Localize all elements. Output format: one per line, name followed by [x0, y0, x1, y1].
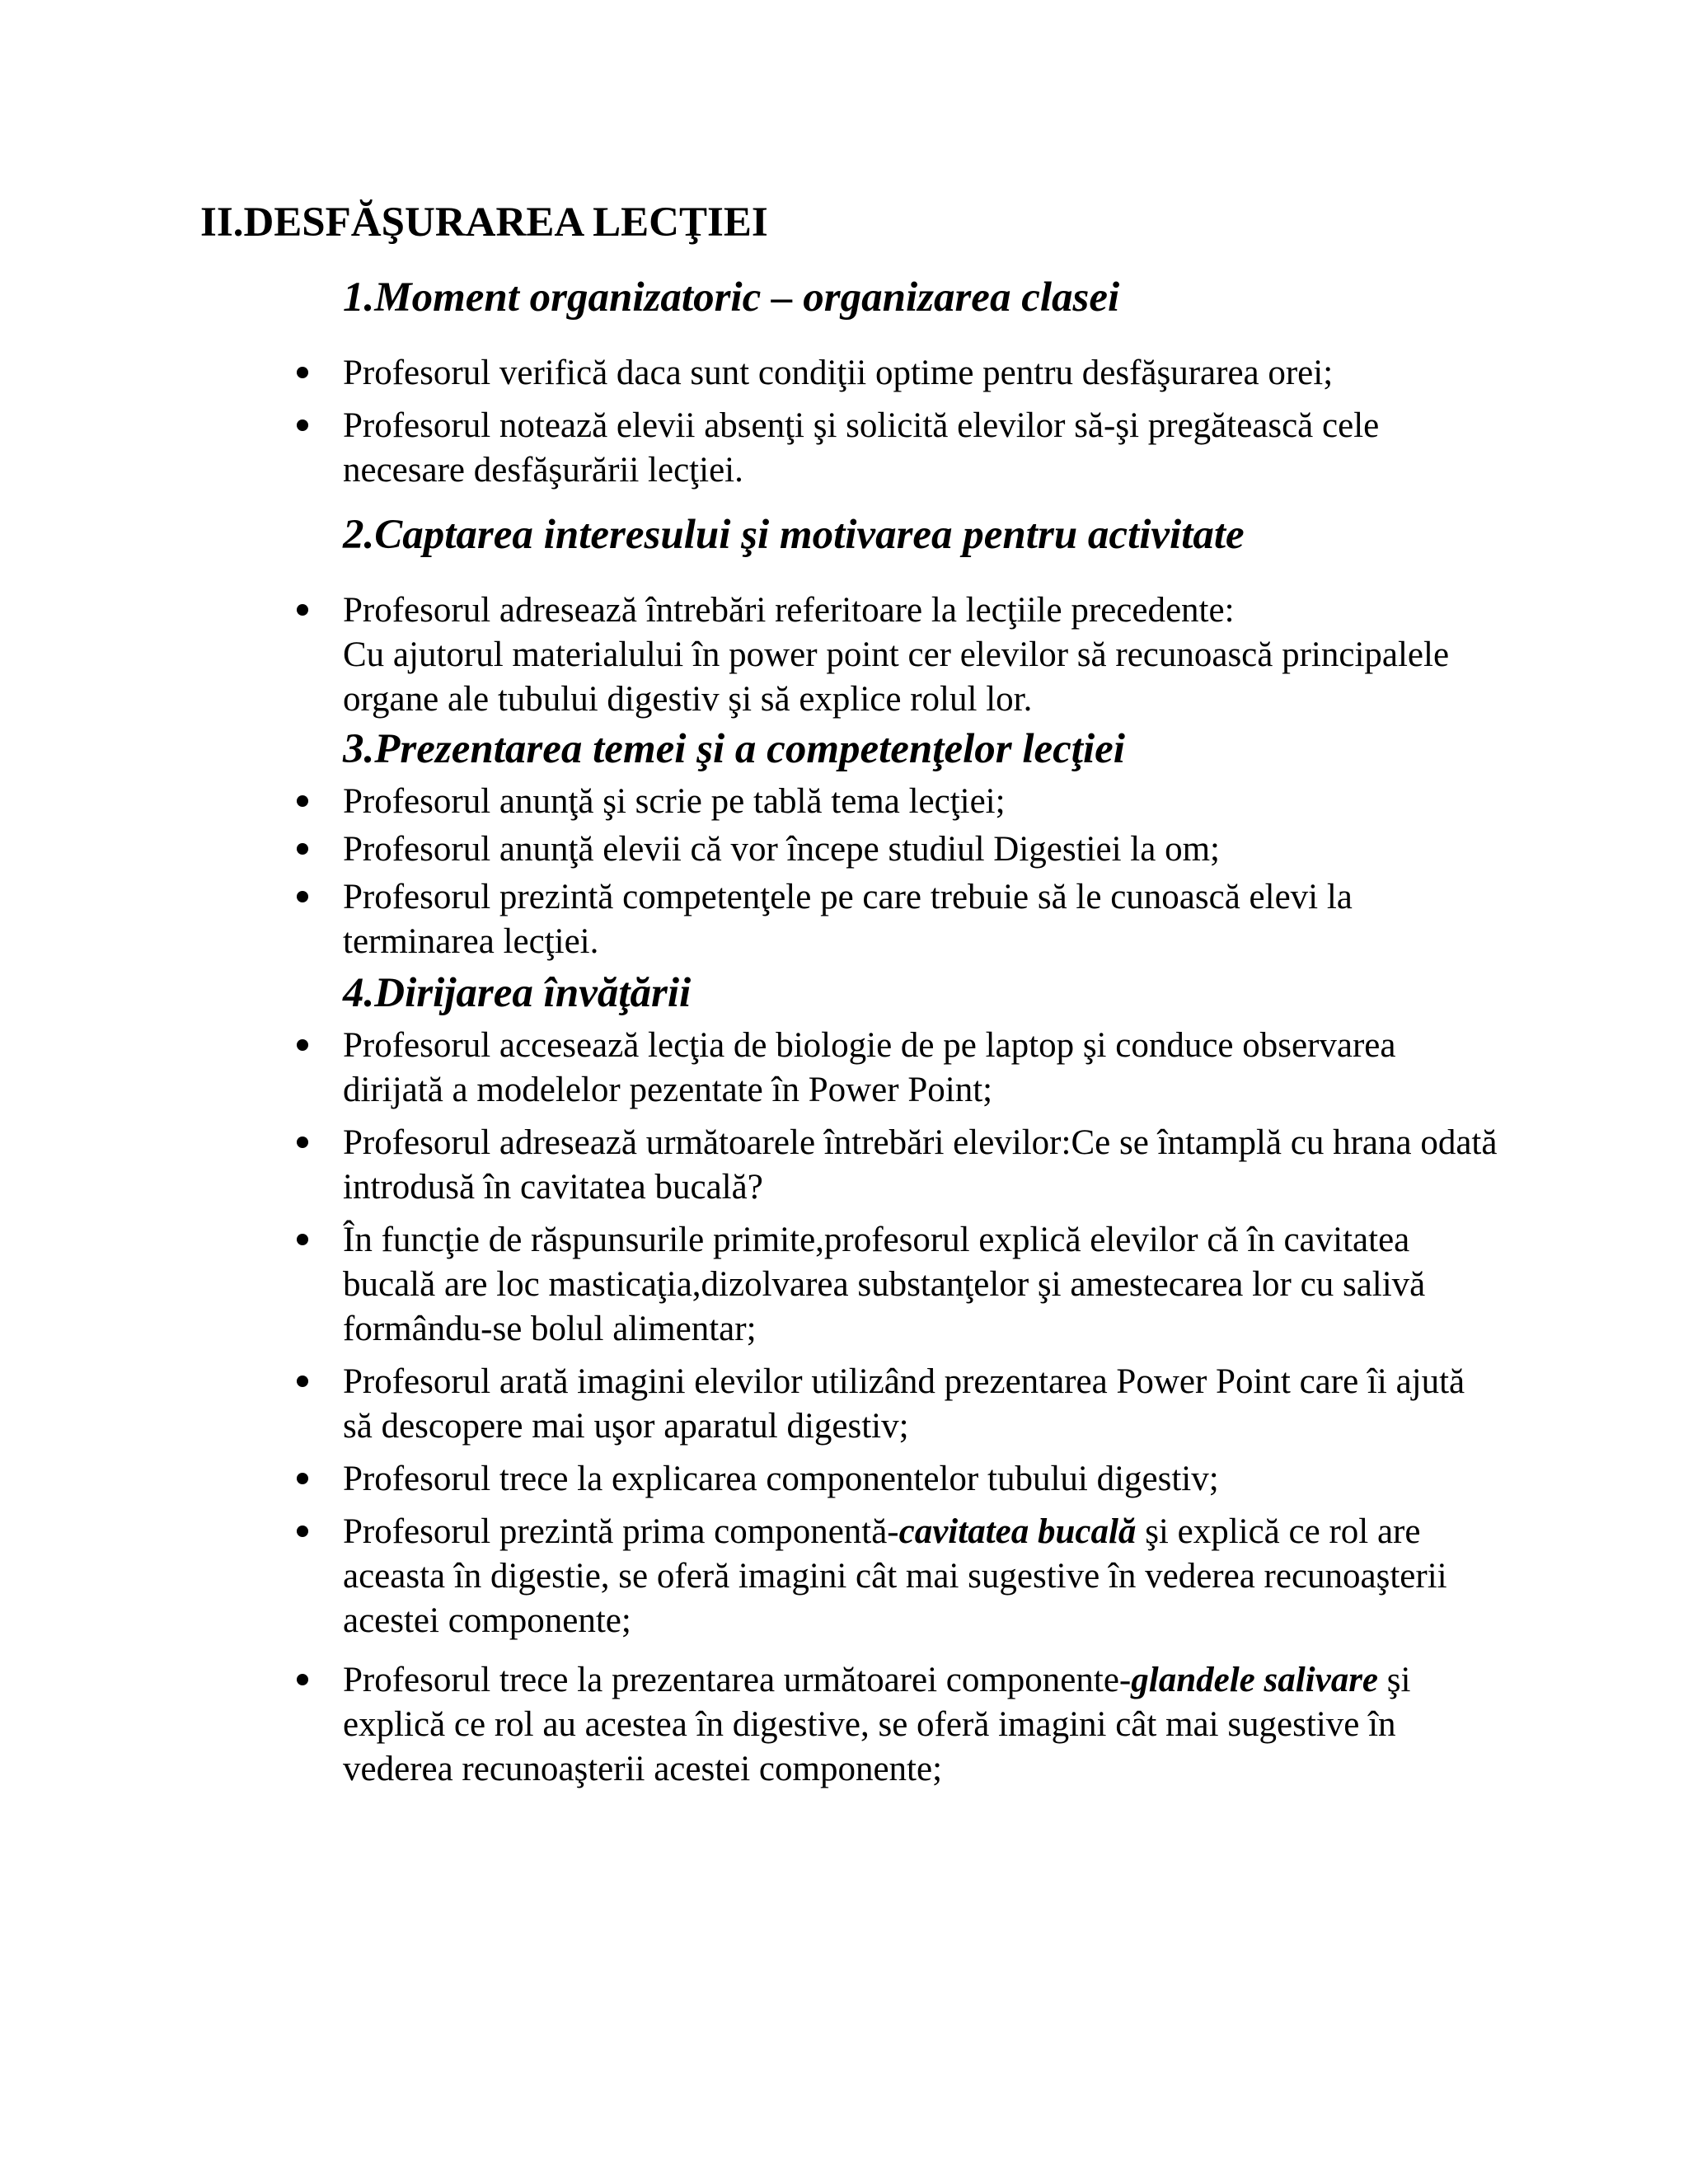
- list-item: [297, 1360, 1500, 1449]
- bullet-icon: [297, 1137, 308, 1148]
- list-item-text: şi explică ce rol au acestea în digestive, se oferă imagini cât mai sugestive în vederea recunoaşterii acestei componente;: [343, 1661, 1411, 1788]
- list-item: [297, 588, 1500, 722]
- document-body: [297, 272, 1500, 1800]
- list-item-text: Profesorul accesează lecţia de biologie de pe laptop şi conduce observarea dirijată a modelelor pezentate în Power Point;: [343, 1026, 1396, 1109]
- bullet-icon: [297, 891, 308, 902]
- bullet-icon: [297, 1473, 308, 1484]
- list-item: [297, 1024, 1500, 1113]
- list-item: [297, 1457, 1500, 1502]
- list-item: [297, 1510, 1500, 1643]
- list-item: [297, 1658, 1500, 1792]
- list-item-text: Profesorul adresează următoarele întrebări elevilor:Ce se întamplă cu hrana odată introdusă în cavitatea bucală?: [343, 1123, 1498, 1207]
- list-item: [297, 351, 1500, 396]
- list-item-text: Profesorul trece la explicarea componentelor tubului digestiv;: [343, 1460, 1219, 1498]
- bullet-list: [297, 780, 1500, 964]
- bullet-icon: [297, 1674, 308, 1685]
- list-item: [297, 875, 1500, 964]
- list-item-text: Profesorul verifică daca sunt condiţii optime pentru desfăşurarea orei;: [343, 354, 1334, 392]
- document-title: II.DESFĂŞURAREA LECŢIEI: [200, 199, 768, 246]
- list-item: [297, 780, 1500, 824]
- list-item: [297, 827, 1500, 872]
- section-heading: 3.Prezentarea temei şi a competenţelor lecţiei: [343, 726, 1125, 772]
- section-heading: 2.Captarea interesului şi motivarea pentru activitate: [343, 512, 1245, 558]
- bullet-icon: [297, 367, 308, 378]
- list-item: [297, 1218, 1500, 1352]
- emphasis-term: cavitatea bucală: [898, 1512, 1137, 1551]
- list-item-text: Profesorul arată imagini elevilor utilizând prezentarea Power Point care îi ajută să descopere mai uşor aparatul digestiv;: [343, 1362, 1465, 1446]
- list-item: [297, 1121, 1500, 1210]
- bullet-icon: [297, 1526, 308, 1537]
- bullet-icon: [297, 419, 308, 431]
- section-dirijarea-invatarii: [297, 968, 1500, 1792]
- section-heading: 4.Dirijarea învăţării: [343, 970, 692, 1016]
- list-item-text: Profesorul adresează întrebări referitoare la lecţiile precedente:: [343, 591, 1235, 630]
- bullet-list: [297, 351, 1500, 493]
- list-item-text: Profesorul prezintă prima componentă-: [343, 1512, 899, 1551]
- bullet-icon: [297, 1039, 308, 1051]
- bullet-icon: [297, 1234, 308, 1245]
- bullet-icon: [297, 604, 308, 616]
- list-item-text: Profesorul anunţă elevii că vor începe studiul Digestiei la om;: [343, 830, 1220, 869]
- list-item-continuation: Cu ajutorul materialului în power point cer elevilor să recunoască principalele organe ale tubului digestiv şi să explice rolul lor.: [343, 635, 1450, 719]
- list-item-text: Profesorul anunţă şi scrie pe tablă tema lecţiei;: [343, 782, 1006, 821]
- list-item-text: Profesorul notează elevii absenţi şi solicită elevilor să-şi pregătească cele necesare desfăşurării lecţiei.: [343, 406, 1380, 490]
- section-moment-organizatoric: [297, 272, 1500, 493]
- section-captarea-interesului: [297, 509, 1500, 722]
- bullet-list: [297, 1024, 1500, 1792]
- list-item-text: Profesorul prezintă competenţele pe care trebuie să le cunoască elevi la terminarea lecţiei.: [343, 878, 1353, 961]
- list-item-text: Profesorul trece la prezentarea următoarei componente-: [343, 1661, 1132, 1699]
- emphasis-term: glandele salivare: [1131, 1661, 1379, 1699]
- list-item-text: În funcţie de răspunsurile primite,profesorul explică elevilor că în cavitatea bucală are loc masticaţia,dizolvarea substanţelor şi amestecarea lor cu salivă formându-se bolul alimentar;: [343, 1221, 1426, 1348]
- bullet-icon: [297, 843, 308, 855]
- bullet-icon: [297, 795, 308, 807]
- list-item: [297, 404, 1500, 493]
- section-prezentarea-temei: [297, 724, 1500, 964]
- section-heading: 1.Moment organizatoric – organizarea clasei: [343, 274, 1120, 321]
- list-item-text: şi explică ce rol are aceasta în digestie, se oferă imagini cât mai sugestive în vederea recunoaşterii acestei componente;: [343, 1512, 1447, 1640]
- bullet-list: [297, 588, 1500, 722]
- bullet-icon: [297, 1376, 308, 1387]
